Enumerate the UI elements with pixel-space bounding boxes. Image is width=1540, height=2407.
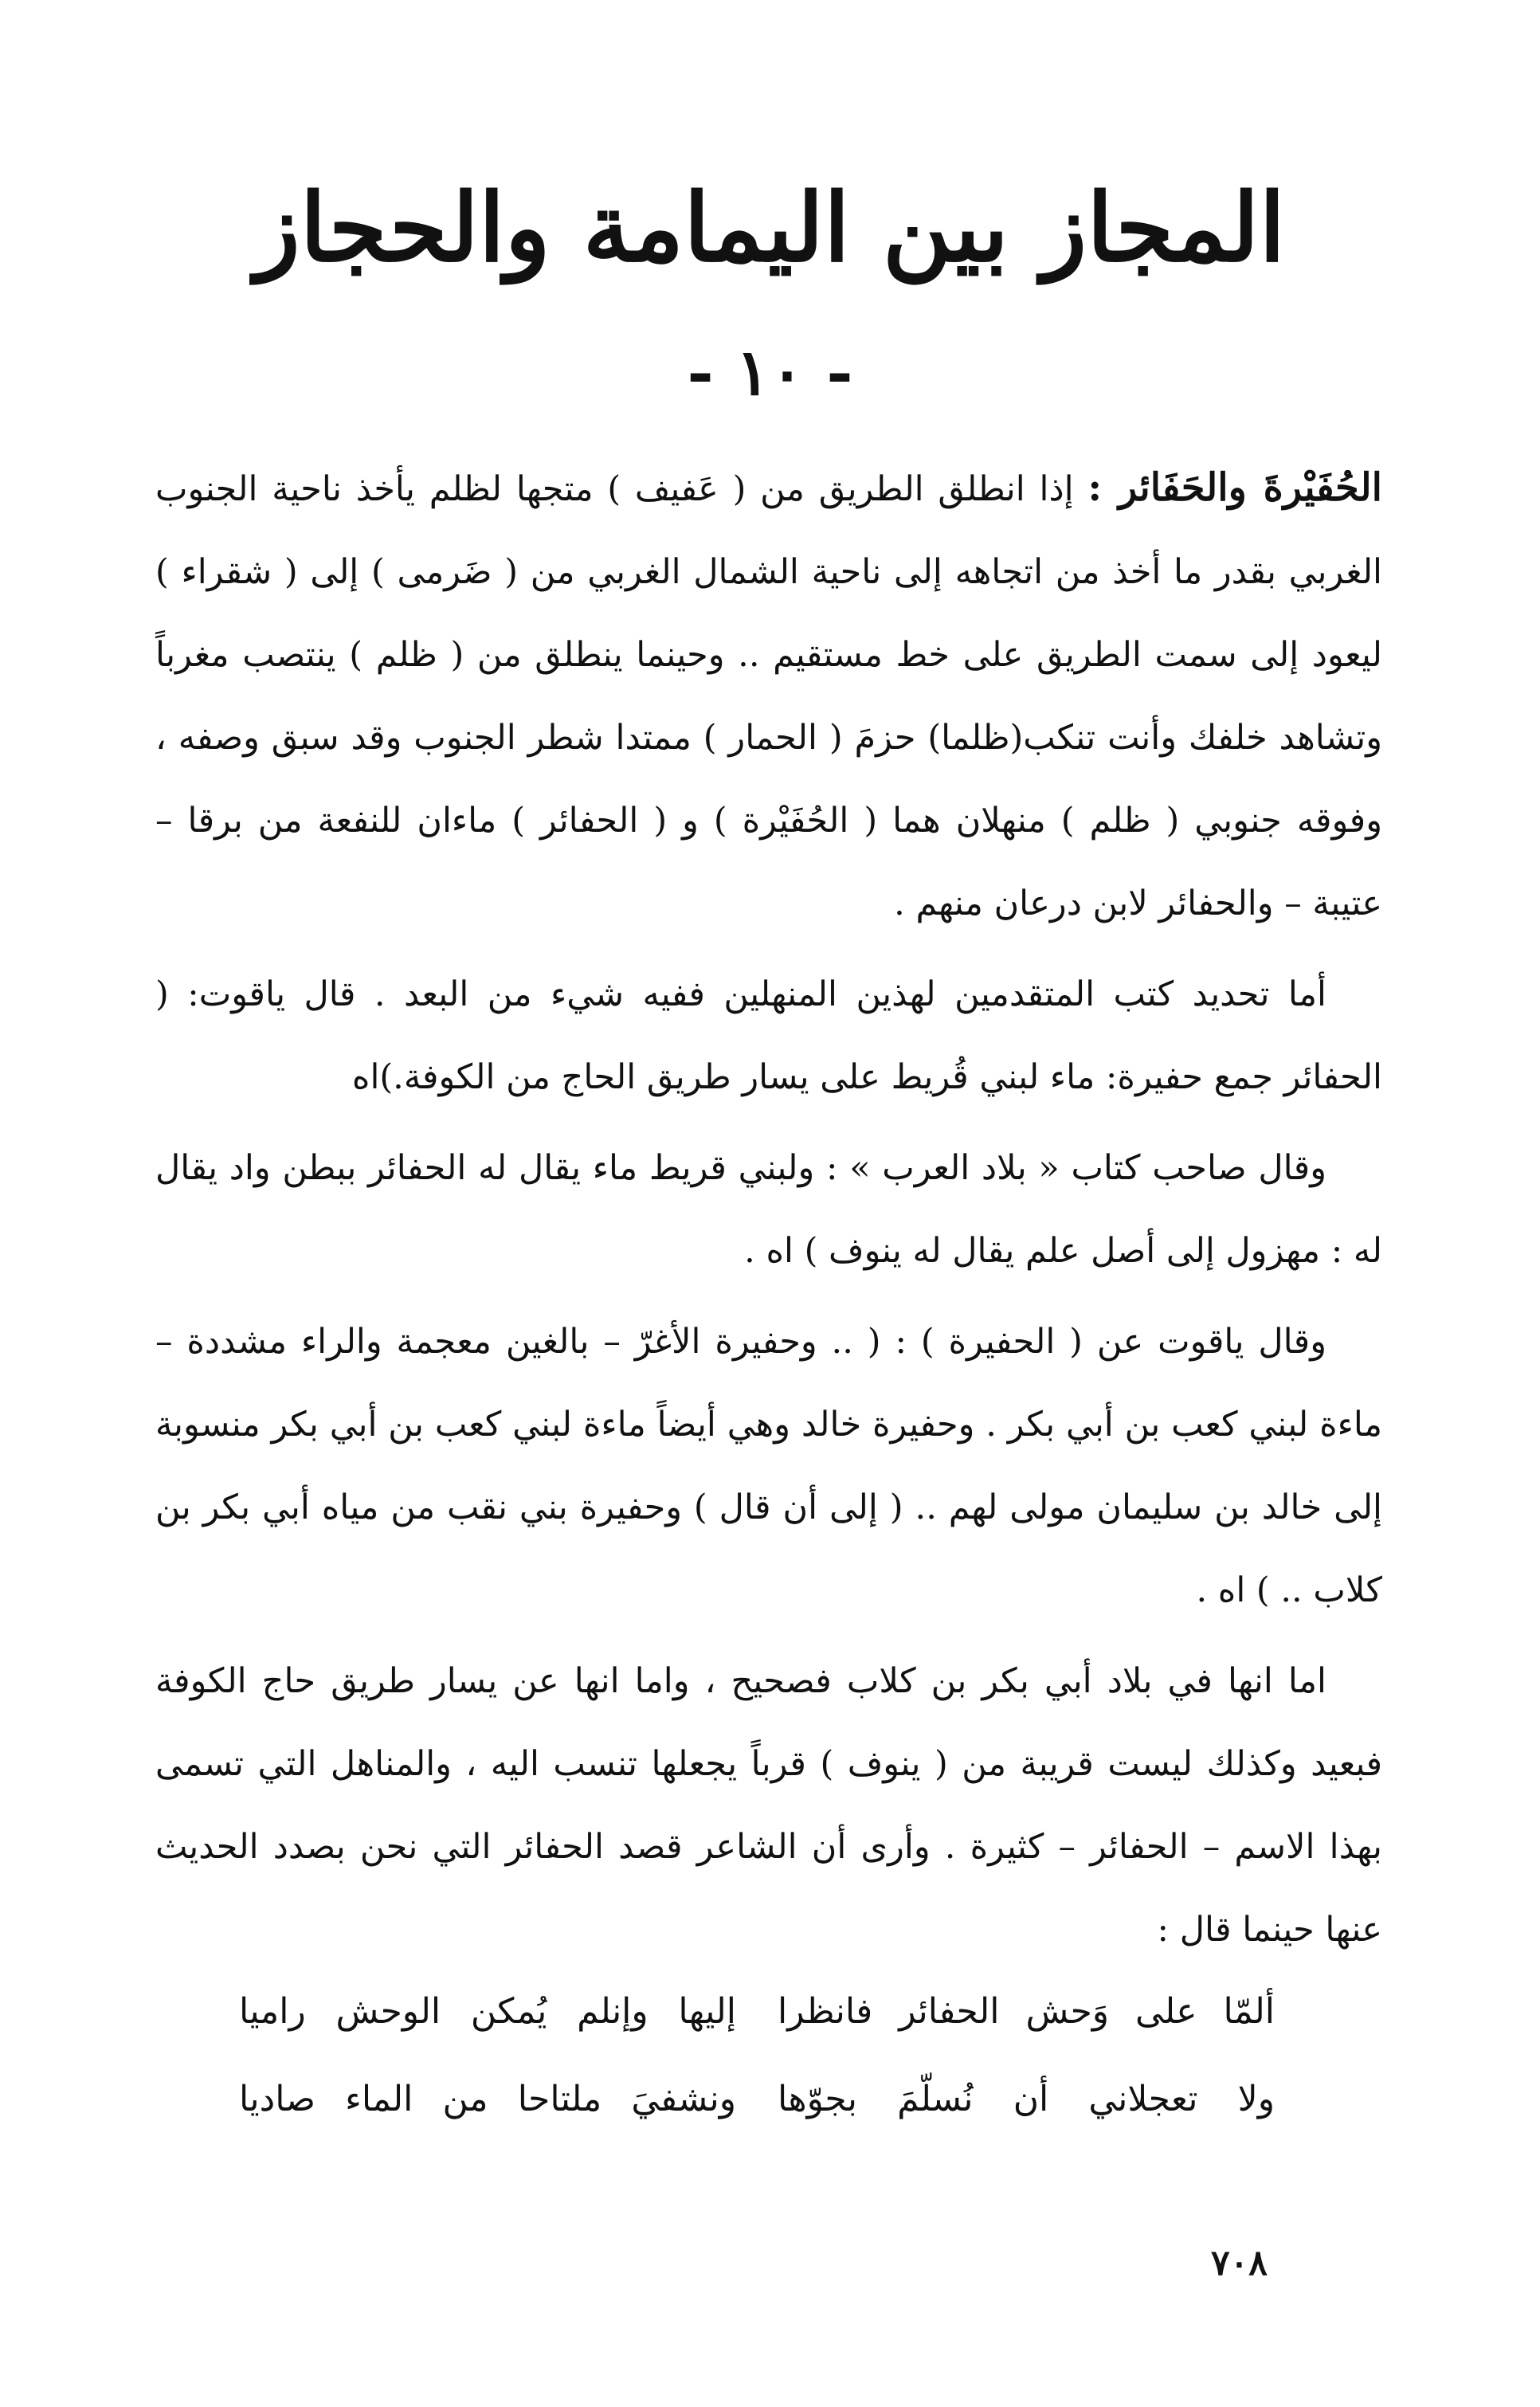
paragraph-2: أما تحديد كتب المتقدمين لهذين المنهلين ففيه شيء من البعد . قال ياقوت: ( الحفائر جمع حفيرة: ماء لبني قُريط على يسار طريق الحاج من الكوفة.)اه — [155, 974, 1382, 1097]
paragraph-3: وقال صاحب كتاب « بلاد العرب » : ولبني قريط ماء يقال له الحفائر ببطن واد يقال له : مهزول إلى أصل علم يقال له ينوف ) اه . — [155, 1148, 1382, 1271]
page-title: المجاز بين اليمامة والحجاز — [254, 172, 1286, 283]
paragraph-4: وقال ياقوت عن ( الحفيرة ) : ( .. وحفيرة الأغرّ – بالغين معجمة والراء مشددة – ماءة لبني كعب بن أبي بكر . وحفيرة خالد وهي أيضاً ماءة لبني كعب بن أبي بكر منسوبة إلى خالد بن سليمان مولى لهم .. ( إلى أن قال ) وحفيرة بني نقب من مياه أبي بكر بن كلاب .. ) اه . — [155, 1322, 1382, 1610]
poem — [239, 1968, 1275, 2143]
paragraph-1-text: إذا انطلق الطريق من ( عَفيف ) متجها لظلم يأخذ ناحية الجنوب الغربي بقدر ما أخذ من اتجاهه إلى ناحية الشمال الغربي من ( ضَرمى ) إلى ( شقراء ) ليعود إلى سمت الطريق على خط مستقيم .. وحينما ينطلق من ( ظلم ) ينتصب مغرباً وتشاهد خلفك وأنت تنكب(ظلما) حزمَ ( الحمار ) ممتدا شطر الجنوب وقد سبق وصفه ، وفوقه جنوبي ( ظلم ) منهلان هما ( الحُفَيْرة ) و ( الحفائر ) ماءان للنفعة من برقا – عتيبة – والحفائر لابن درعان منهم . — [155, 469, 1382, 923]
verse-1-first-hemistich: ألمّا على وَحش الحفائر فانظرا — [778, 1991, 1275, 2032]
section-number: - ١٠ - — [687, 335, 853, 410]
poem-verse-1 — [239, 1968, 1275, 2056]
verse-1-second-hemistich: إليها وإنلم يُمكن الوحش راميا — [239, 1991, 736, 2032]
page-number: ٧٠٨ — [1211, 2243, 1268, 2284]
entry-heading: الحُفَيْرةَ والحَفَائر : — [1087, 465, 1383, 510]
body-text — [155, 446, 1382, 1979]
paragraph-1 — [155, 446, 1382, 945]
poem-verse-2 — [239, 2056, 1275, 2143]
verse-2-second-hemistich: ونشفيَ ملتاحا من الماء صاديا — [239, 2079, 736, 2119]
paragraph-5: اما انها في بلاد أبي بكر بن كلاب فصحيح ، واما انها عن يسار طريق حاج الكوفة فبعيد وكذلك ليست قريبة من ( ينوف ) قرباً يجعلها تنسب اليه ، والمناهل التي تسمى بهذا الاسم – الحفائر – كثيرة . وأرى أن الشاعر قصد الحفائر التي نحن بصدد الحديث عنها حينما قال : — [155, 1661, 1382, 1950]
verse-2-first-hemistich: ولا تعجلاني أن نُسلّمَ بجوّها — [778, 2079, 1275, 2119]
